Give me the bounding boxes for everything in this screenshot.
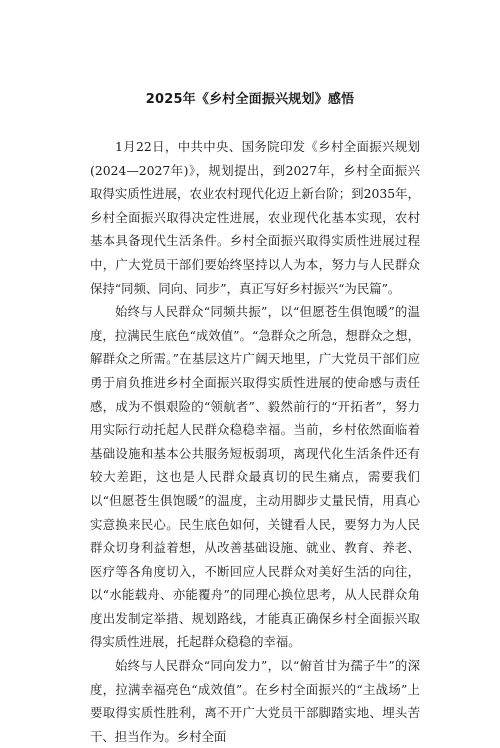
paragraph-3: 始终与人民群众“同向发力”，以“俯首甘为孺子牛”的深度，拉满幸福亮色“成效值”。在乡村全面振兴的“主战场”上要取得实质性胜利，离不开广大党员干部脚踏实地、埋头苦干、担当作为。乡村全面: [90, 658, 420, 744]
paragraph-1: 1月22日，中共中央、国务院印发《乡村全面振兴规划(2024—2027年)》，规划提出，到2027年，乡村全面振兴取得实质性进展，农业农村现代化迈上新台阶；到2035年，乡村全面振兴取得决定性进展，农业现代化基本实现，农村基本具备现代生活条件。乡村全面振兴取得实质性进展过程中，广大党员干部们要始终坚持以人为本，努力与人民群众保持“同频、同向、同步”，真正写好乡村振兴“为民篇”。: [90, 139, 420, 296]
document-title: 2025年《乡村全面振兴规划》感悟: [145, 92, 355, 107]
paragraph-2: 始终与人民群众“同频共振”，以“但愿苍生俱饱暖”的温度，拉满民生底色“成效值”。“急群众之所急，想群众之想，解群众之所需。”在基层这片广阔天地里，广大党员干部们应勇于肩负推进乡村全面振兴取得实质性进展的使命感与责任感，成为不惧艰险的“领航者”、毅然前行的“开拓者”，努力用实际行动托起人民群众稳稳幸福。当前，乡村依然面临着基础设施和基本公共服务短板弱项，离现代化生活条件还有较大差距，这也是人民群众最真切的民生痛点，需要我们以“但愿苍生俱饱暖”的温度，主动用脚步丈量民情，用真心实意换来民心。民生底色如何，关键看人民，要努力为人民群众切身利益着想，从改善基础设施、就业、教育、养老、医疗等各角度切入，不断回应人民群众对美好生活的向往，以“水能载舟、亦能覆舟”的同理心换位思考，从人民群众角度出发制定举措、规划路线，才能真正确保乡村全面振兴取得实质性进展，托起群众稳稳的幸福。: [90, 304, 420, 650]
